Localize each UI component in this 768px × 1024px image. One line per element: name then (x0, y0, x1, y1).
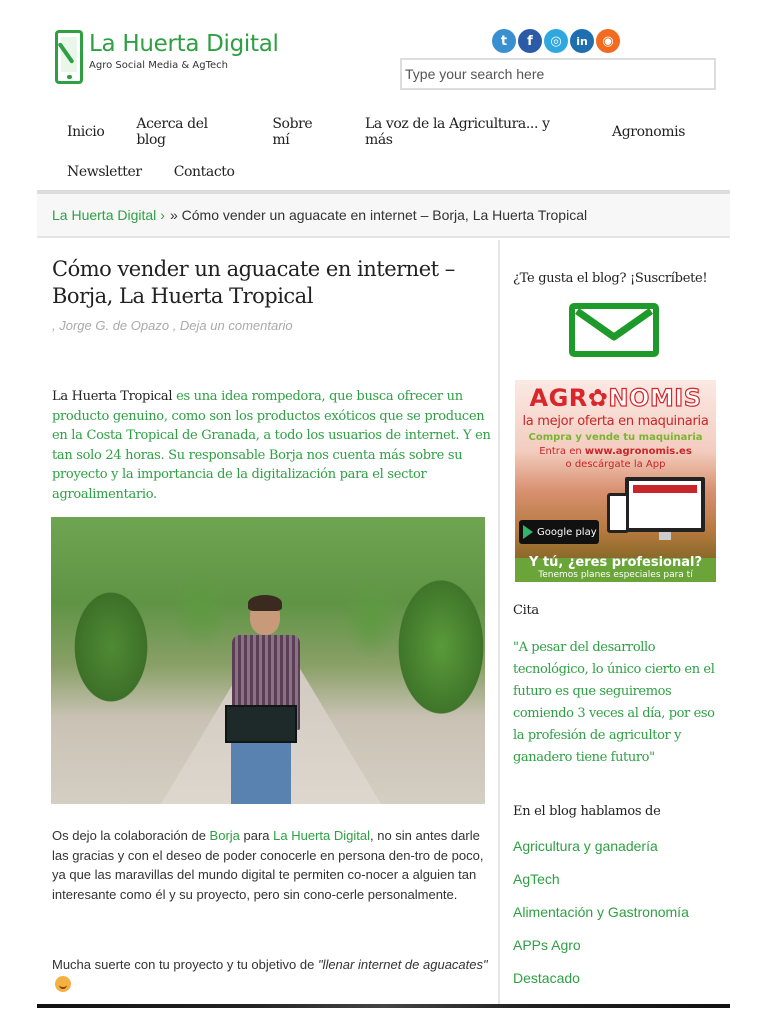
nav-item-contacto[interactable]: Contacto (173, 164, 235, 180)
topics-heading: En el blog hablamos de (513, 804, 661, 819)
topics-list (513, 836, 689, 1001)
logo-title: La Huerta Digital (89, 31, 279, 57)
chevron-right-icon: › (160, 207, 165, 223)
rss-icon[interactable]: ◉ (596, 29, 620, 53)
social-icons (492, 29, 620, 53)
post-article (37, 240, 500, 1005)
agronomis-logo (515, 384, 716, 412)
agronomis-ad-banner[interactable] (515, 380, 716, 582)
meta-separator: , (169, 318, 180, 333)
ad-brand-solid: AGR (529, 384, 588, 412)
p2-text: Mucha suerte con tu proyecto y tu objetivo de (52, 957, 318, 972)
ad-line3-text: Entra en (539, 446, 585, 457)
nav-item-sobre-mi[interactable]: Sobre mí (272, 116, 313, 148)
search-input[interactable] (400, 58, 716, 90)
nav-item-newsletter[interactable]: Newsletter (67, 164, 142, 180)
twitter-icon[interactable]: t (492, 29, 516, 53)
nav-item-la-voz[interactable]: La voz de la Agricultura... y más (364, 116, 550, 148)
ad-line-2: Compra y vende tu maquinaria (528, 432, 703, 443)
linkedin-icon[interactable]: in (570, 29, 594, 53)
post-paragraph-2 (52, 955, 492, 994)
smartphone-icon (607, 493, 629, 533)
nav-item-agronomis[interactable]: Agronomis (612, 124, 685, 140)
ad-footer-subline: Tenemos planes especiales para tí (538, 570, 693, 580)
footer-divider (37, 1004, 730, 1008)
post-intro (52, 387, 492, 504)
site-logo[interactable] (55, 30, 279, 84)
subscribe-heading: ¿Te gusta el blog? ¡Suscríbete! (513, 271, 708, 286)
meta-prefix: , (52, 318, 60, 333)
facebook-icon[interactable]: f (518, 29, 542, 53)
ad-brand-hollow: NOMIS (608, 384, 702, 412)
cita-heading: Cita (513, 603, 539, 618)
ad-url: www.agronomis.es (584, 446, 692, 457)
post-title: Cómo vender un aguacate en internet – Borja, La Huerta Tropical (52, 257, 455, 308)
breadcrumb-current: » Cómo vender un aguacate en internet – Borja, La Huerta Tropical (169, 207, 588, 223)
la-huerta-digital-link[interactable]: La Huerta Digital (273, 828, 370, 843)
p1-text-c: , no sin antes darle las gracias y con el deseo de poder conocerle en persona den-tro de poco, ya que las maravillas del mundo digital te permiten co-nocer a alguien tan interesante como él y su proyecto, pero sin cono-cerle personalmente. (52, 828, 484, 902)
ad-tagline: la mejor oferta en maquinaria (522, 414, 709, 429)
ad-footer-headline: Y tú, ¿eres profesional? (529, 555, 702, 570)
breadcrumb-home-link[interactable]: La Huerta Digital (52, 207, 157, 223)
google-play-icon (523, 525, 533, 539)
wheat-icon (57, 42, 74, 64)
image-person-jeans (231, 743, 291, 804)
nav-item-acerca-del-blog[interactable]: Acerca del blog (136, 116, 208, 148)
logo-phone-icon (55, 30, 83, 84)
comment-link[interactable]: Deja un comentario (179, 318, 293, 333)
store-badge-label: Google play (537, 526, 597, 538)
intro-text: es una idea rompedora, que busca ofrecer un producto genuino, como son los productos exóticos que se producen en la Costa Tropical de Granada, a todo los usuarios de internet. Y en tan solo 24 horas. Su responsable Borja nos cuenta más sobre su proyecto y la importancia de la digitalización para el sector agroalimentario. (52, 389, 491, 502)
ad-line-4: o descárgate la App (565, 459, 666, 470)
google-play-badge (519, 520, 599, 544)
breadcrumb (37, 194, 730, 238)
nav-item-inicio[interactable]: Inicio (67, 124, 105, 140)
apple-tractor-icon: ✿ (587, 384, 609, 412)
post-paragraph-1 (52, 826, 492, 904)
image-person-hair (248, 595, 282, 611)
topic-destacado[interactable]: Destacado (513, 970, 580, 986)
p2-emphasis: "llenar internet de aguacates" (317, 957, 488, 972)
main-nav (67, 112, 717, 192)
logo-subtitle: Agro Social Media & AgTech (89, 60, 228, 71)
post-featured-image (51, 517, 485, 804)
envelope-icon[interactable] (569, 303, 659, 357)
p1-text-a: Os dejo la colaboración de (52, 828, 210, 843)
ad-line-3 (515, 446, 716, 457)
quote-text: "A pesar del desarrollo tecnológico, lo único cierto en el futuro es que seguiremos comiendo 3 veces al día, por eso la profesión de agricultor y ganadero tiene futuro" (513, 640, 715, 765)
monitor-icon (625, 477, 705, 532)
image-crate (225, 705, 297, 743)
post-meta (52, 318, 293, 333)
p1-text-b: para (239, 828, 274, 843)
borja-link[interactable]: Borja (209, 828, 240, 843)
topic-alimentacion-y-gastronomia[interactable]: Alimentación y Gastronomía (513, 904, 689, 920)
intro-lead: La Huerta Tropical (52, 389, 173, 404)
smiley-icon (55, 976, 71, 992)
topic-agtech[interactable]: AgTech (513, 871, 560, 887)
instagram-icon[interactable]: ◎ (544, 29, 568, 53)
author-link[interactable]: Jorge G. de Opazo (59, 318, 170, 333)
topic-agricultura-y-ganaderia[interactable]: Agricultura y ganadería (513, 838, 658, 854)
page (37, 0, 730, 1024)
topic-apps-agro[interactable]: APPs Agro (513, 937, 581, 953)
